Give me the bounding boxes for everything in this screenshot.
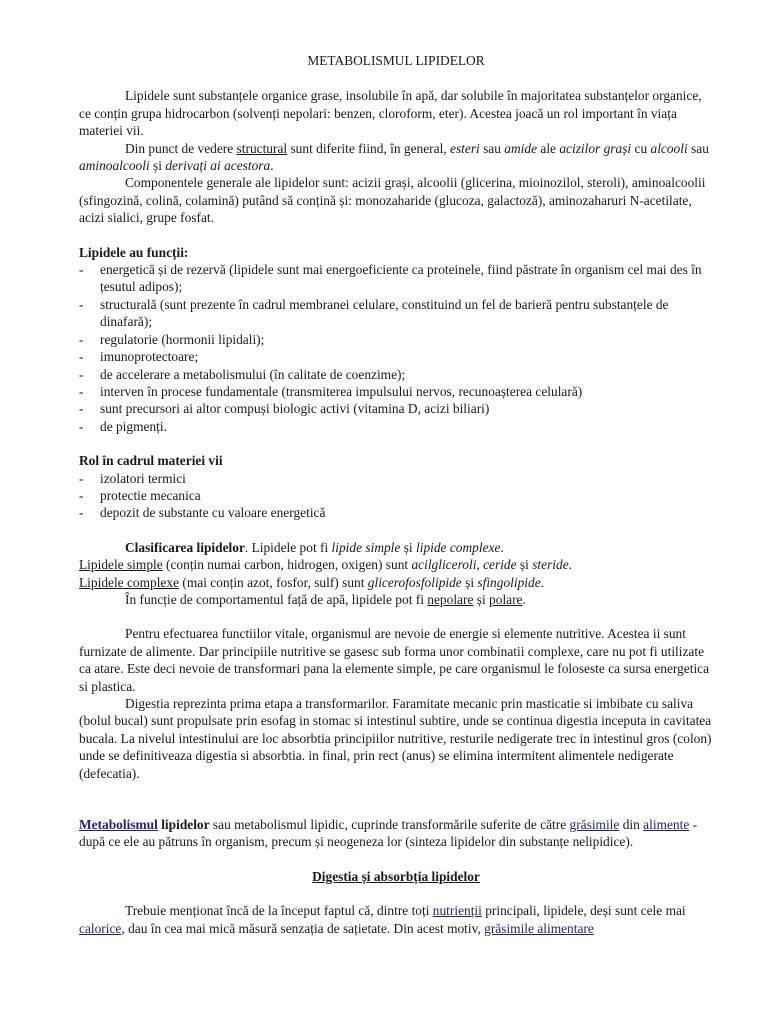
digestion-paragraph-2: Digestia reprezinta prima etapa a transformarilor. Faramitate mecanic prin masticatie si imbibate cu saliva (bolul bucal) sunt propulsate prin esofag in stomac si intestinul subtire, unde se continua digestia inceputa in cavitatea bucala. La nivelul intestinului are loc absorbtia principiilor nutritive, resturile nedigerate trec in intestinul gros (colon) unde se definitiveaza digestia si absorbtia. in final, prin rect (anus) se elimina intermitent alimentele nedigerate (defecatia). (79, 696, 712, 781)
digestion-paragraph-1: Pentru efectuarea functiilor vitale, organismul are nevoie de energie si elemente nutritive. Acestea ii sunt furnizate de alimente. Dar principiile nutritive se gasesc sub forma unor combinatii complexe, care nu pot fi utilizate ca atare. Este deci nevoie de transformari pana la elemente simple, pe care organismul le foloseste ca sursa energetica si plastica. (79, 626, 710, 694)
list-item: - energetică și de rezervă (lipidele sunt mai energoeficiente ca proteinele, fiind păstrate în organism cel mai des în țesutul adipos); (79, 262, 702, 295)
intro-paragraph-2: Din punct de vedere structural sunt diferite fiind, în general, esteri sau amide ale acizilor grași cu alcooli sau aminoalcooli și derivați ai acestora. (79, 140, 709, 174)
classification-simple: Lipidele simple (conțin numai carbon, hidrogen, oxigen) sunt acilgliceroli, ceride și steride. (79, 557, 573, 573)
document-title: METABOLISMUL LIPIDELOR (307, 53, 485, 68)
intro-paragraph-1: Lipidele sunt substanțele organice grase, insolubile în apă, dar solubile în majoritatea substanțelor organice, ce conțin grupa hidrocarbon (solvenți nepolari: benzen, cloroform, eter). Acestea joacă un rol important în viața materiei vii. (79, 88, 702, 139)
section-heading-digestion: Digestia și absorbția lipidelor (312, 868, 480, 884)
list-item: - sunt precursori ai altor compuși biologic activi (vitamina D, acizi biliari) (79, 401, 490, 417)
metabolismul-link[interactable]: Metabolismul (79, 817, 158, 833)
list-item: - interven în procese fundamentale (transmiterea impulsului nervos, recunoașterea celulară) (79, 383, 583, 399)
document-body (79, 52, 713, 937)
list-item: - izolatori termici (79, 470, 186, 486)
list-item: - imunoprotectoare; (79, 349, 199, 365)
role-list (79, 470, 713, 522)
list-item: - de pigmenți. (79, 418, 167, 434)
classification-lead: Clasificarea lipidelor. Lipidele pot fi lipide simple și lipide complexe. (125, 539, 504, 555)
grasimile-alimentare-link[interactable]: grăsimile alimentare (484, 920, 594, 936)
list-item: - regulatorie (hormonii lipidali); (79, 331, 265, 347)
nutrientii-link[interactable]: nutrienții (432, 903, 482, 919)
list-item: - de accelerare a metabolismului (în calitate de coenzime); (79, 366, 406, 382)
metabolism-paragraph: Metabolismul lipidelor sau metabolismul lipidic, cuprinde transformările suferite de către grăsimile din alimente - după ce ele au pătruns în organism, precum și neogeneza lor (sinteza lipidelor din substanțe nelipidice). (79, 817, 698, 850)
role-heading: Rol în cadrul materiei vii (79, 453, 223, 469)
calorice-link[interactable]: calorice (79, 920, 122, 936)
grasimile-link[interactable]: grăsimile (569, 817, 620, 833)
list-item: - structurală (sunt prezente în cadrul membranei celulare, constituind un fel de barieră pentru substanțele de dinafară); (79, 296, 669, 330)
section2-paragraph: Trebuie menționat încă de la început faptul că, dintre toți nutrienții principali, lipidele, deși sunt cele mai calorice, dau în cea mai mică măsură senzația de sațietate. Din acest motiv, grăsimile alimentare (79, 903, 686, 936)
classification-complex: Lipidele complexe (mai conțin azot, fosfor, sulf) sunt glicerofosfolipide și sfingolipide. (79, 574, 544, 590)
list-item: - protectie mecanica (79, 487, 201, 503)
functions-list (79, 261, 713, 435)
functions-heading: Lipidele au funcții: (79, 244, 189, 260)
intro-paragraph-3: Componentele generale ale lipidelor sunt: acizii grași, alcoolii (glicerina, mioinozilol, steroli), aminoalcoolii (sfingozină, colină, colamină) putând să conțină și: monozaharide (glucoza, galactoză), aminozaharuri N-acetilate, acizi sialici, grupe fosfat. (79, 175, 706, 226)
classification-water: În funcție de comportamentul față de apă, lipidele pot fi nepolare și polare. (125, 591, 526, 607)
list-item: - depozit de substante cu valoare energetică (79, 505, 326, 521)
alimente-link[interactable]: alimente (643, 817, 690, 833)
